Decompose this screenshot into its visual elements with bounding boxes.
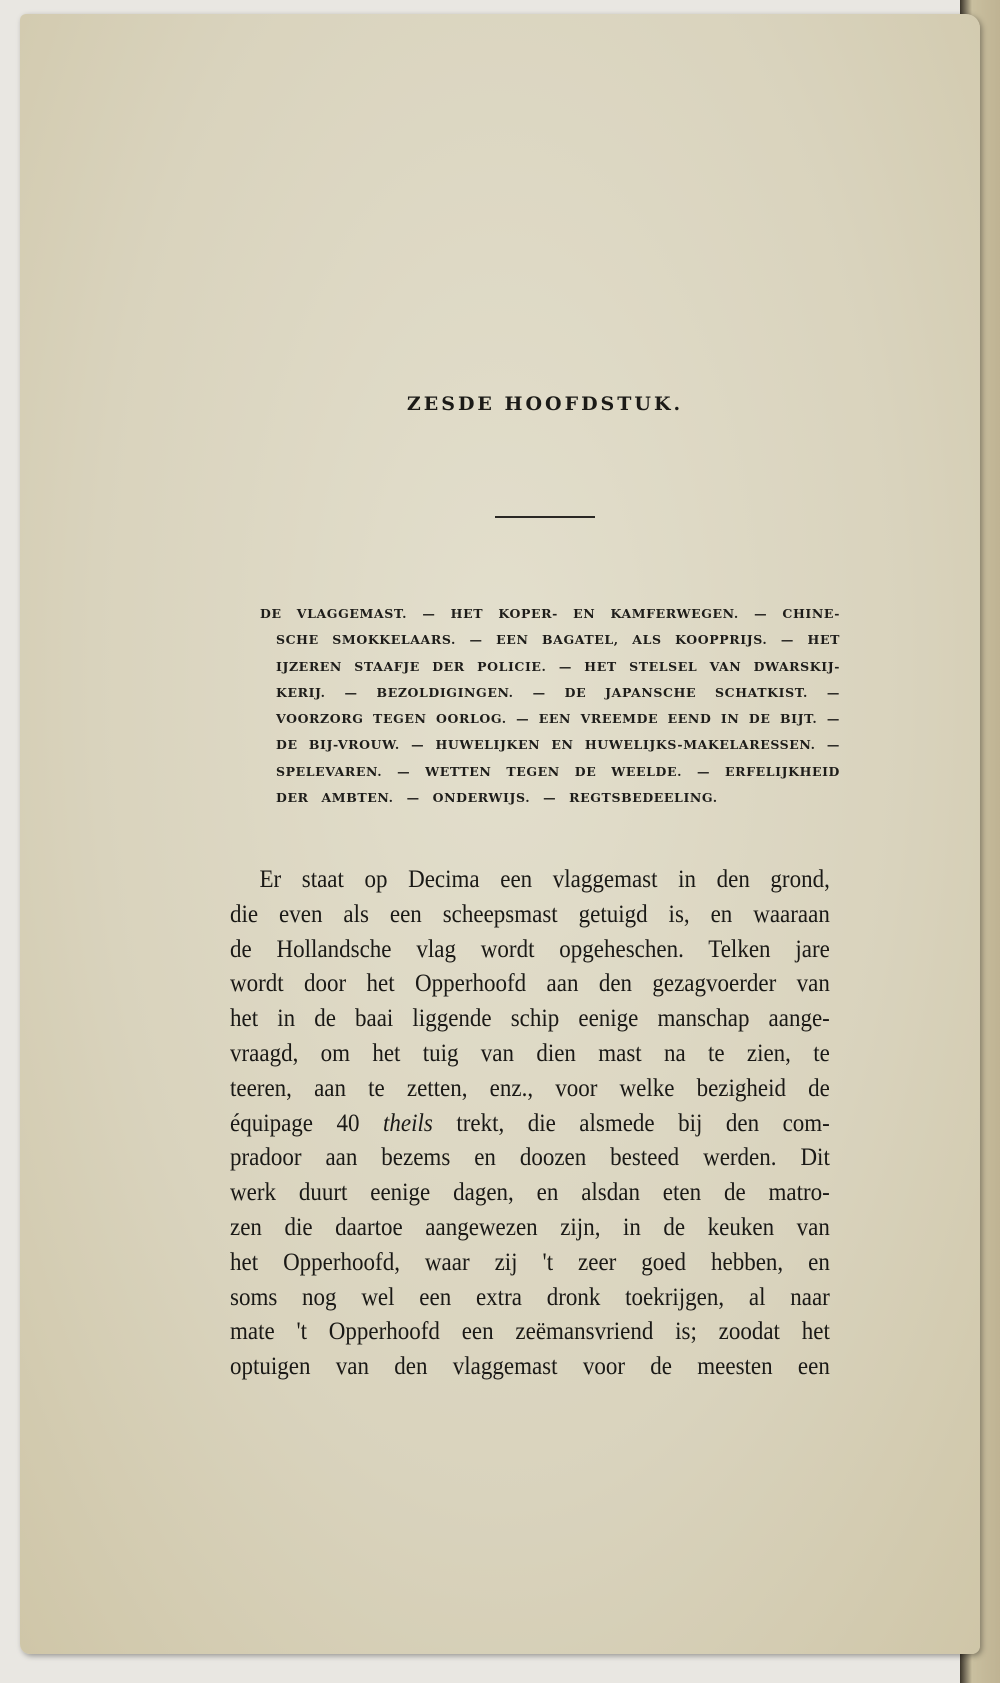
body-line: het Opperhoofd, waar zij 't zeer goed hebben, en: [230, 1248, 830, 1276]
chapter-summary: [260, 606, 840, 816]
body-line: vraagd, om het tuig van dien mast na te zien, te: [230, 1039, 830, 1067]
summary-line: VOORZORG TEGEN OORLOG. — EEN VREEMDE EEND IN DE BIJT. —: [276, 711, 840, 727]
body-line: zen die daartoe aangewezen zijn, in de keuken van: [230, 1213, 830, 1241]
summary-line: DE VLAGGEMAST. — HET KOPER- EN KAMFERWEGEN. — CHINE-: [260, 606, 840, 621]
body-line: mate 't Opperhoofd een zeëmansvriend is; zoodat het: [230, 1318, 830, 1346]
body-line: Er staat op Decima een vlaggemast in den grond,: [259, 866, 830, 893]
chapter-title: ZESDE HOOFDSTUK.: [406, 393, 684, 415]
body-text-span: équipage 40: [230, 1109, 360, 1137]
body-line: die even als een scheepsmast getuigd is, en waaraan: [230, 900, 830, 928]
body-line: pradoor aan bezems en doozen besteed werden. Dit: [230, 1144, 830, 1172]
summary-line: DE BIJ-VROUW. — HUWELIJKEN EN HUWELIJKS-MAKELARESSEN. —: [276, 737, 840, 753]
summary-line: DER AMBTEN. — ONDERWIJS. — REGTSBEDEELING.: [276, 790, 718, 806]
body-line: de Hollandsche vlag wordt opgeheschen. Telken jare: [230, 935, 830, 963]
body-text: [230, 866, 830, 1388]
body-line: optuigen van den vlaggemast voor de meesten een: [230, 1353, 830, 1381]
body-text-span: trekt, die alsmede bij den com-: [456, 1109, 830, 1137]
body-line: teeren, aan te zetten, enz., voor welke bezigheid de: [230, 1074, 830, 1102]
body-line: wordt door het Opperhoofd aan den gezagvoerder van: [230, 970, 830, 998]
body-line: soms nog wel een extra dronk toekrijgen, al naar: [230, 1283, 830, 1311]
summary-line: SCHE SMOKKELAARS. — EEN BAGATEL, ALS KOOPPRIJS. — HET: [276, 632, 840, 648]
body-line: [230, 1110, 830, 1145]
summary-line: KERIJ. — BEZOLDIGINGEN. — DE JAPANSCHE SCHATKIST. —: [276, 684, 840, 700]
summary-line: IJZEREN STAAFJE DER POLICIE. — HET STELSEL VAN DWARSKIJ-: [276, 658, 840, 674]
italic-word: theils: [382, 1109, 433, 1137]
summary-line: SPELEVAREN. — WETTEN TEGEN DE WEELDE. — ERFELIJKHEID: [276, 763, 840, 779]
body-line: werk duurt eenige dagen, en alsdan eten de matro-: [230, 1179, 830, 1207]
divider-rule: [495, 516, 595, 518]
book-page: [20, 14, 980, 1654]
body-line: het in de baai liggende schip eenige manschap aange-: [230, 1005, 830, 1033]
